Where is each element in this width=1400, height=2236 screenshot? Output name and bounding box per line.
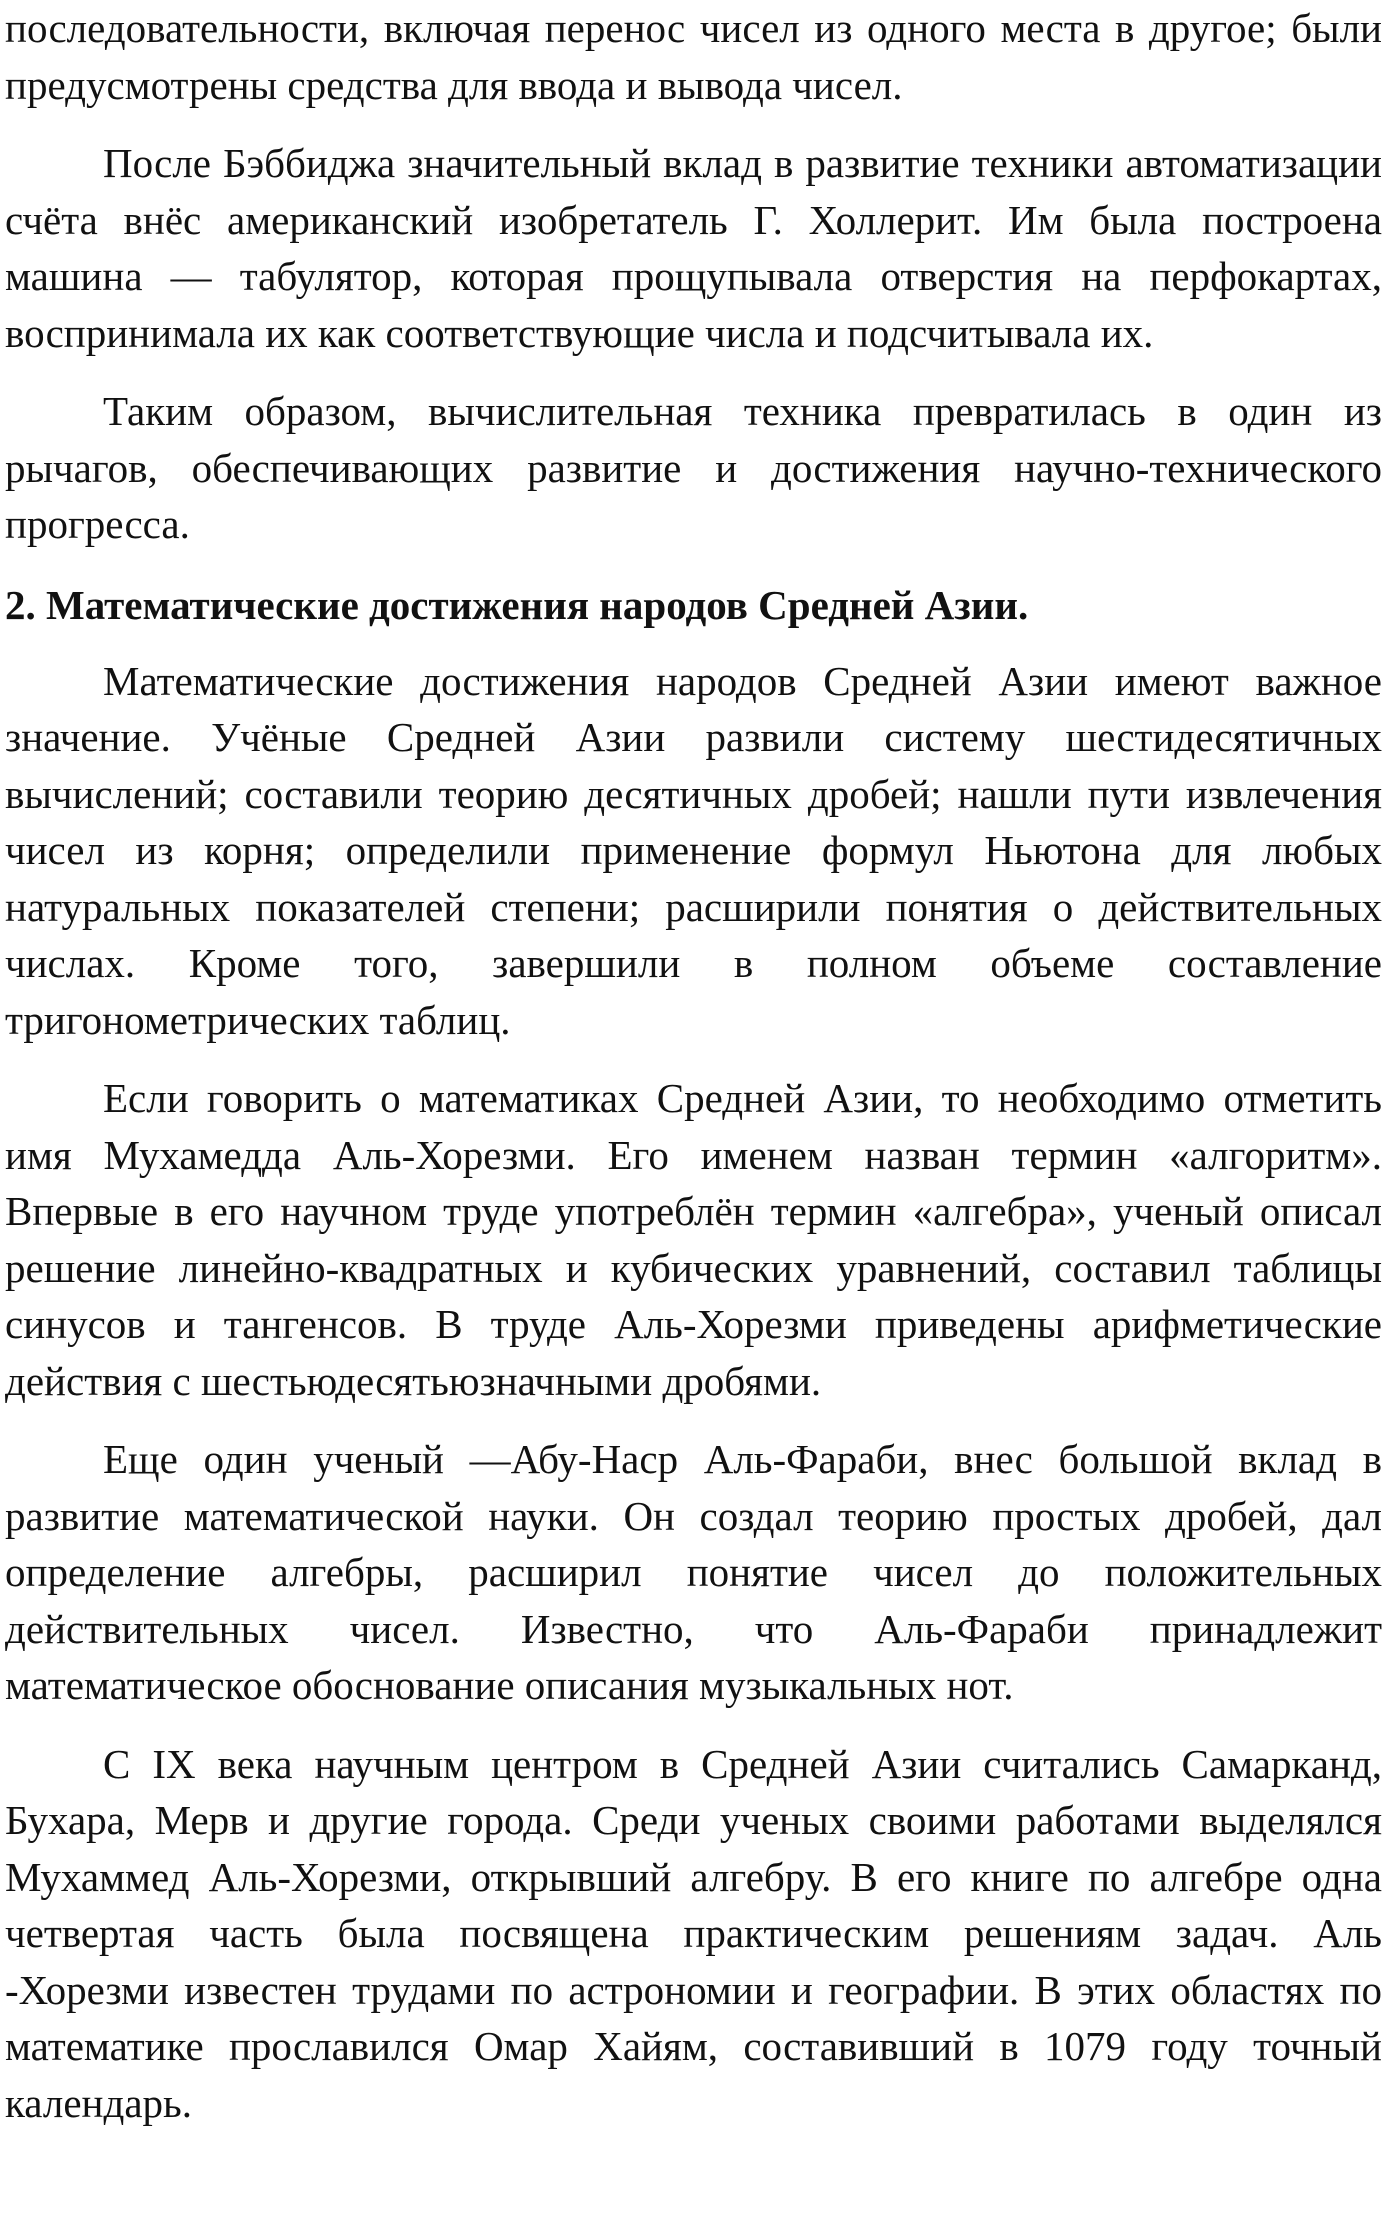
paragraph-continuation: последовательности, включая перенос чисел из одного места в другое; были предусмотрены средства для ввода и вывода чисел.: [5, 5, 1382, 108]
paragraph-al-khwarizmi: Если говорить о математиках Средней Азии, то необходимо отметить имя Мухамедда Аль-Хорезми. Его именем назван термин «алгоритм». Впервые в его научном труде употреблён термин «алгебра», ученый описал решение линейно-квадратных и кубических уравнений, составил таблицы синусов и тангенсов. В труде Аль-Хорезми приведены арифметические действия с шестьюдесятьюзначными дробями.: [5, 1075, 1382, 1404]
paragraph-progress: Таким образом, вычислительная техника превратилась в один из рычагов, обеспечивающих развитие и достижения научно-технического прогресса.: [5, 388, 1382, 547]
paragraph-al-farabi: Еще один ученый —Абу-Наср Аль-Фараби, внес большой вклад в развитие математической науки. Он создал теорию простых дробей, дал определение алгебры, расширил понятие чисел до положительных действительных чисел. Известно, что Аль-Фараби принадлежит математическое обоснование описания музыкальных нот.: [5, 1436, 1382, 1708]
paragraph-scientific-centers: С IX века научным центром в Средней Азии считались Самарканд, Бухара, Мерв и другие города. Среди ученых своими работами выделялся Мухаммед Аль-Хорезми, открывший алгебру. В его книге по алгебре одна четвертая часть была посвящена практическим решениям задач. Аль -Хорезми известен трудами по астрономии и географии. В этих областях по математике прославился Омар Хайям, составивший в 1079 году точный календарь.: [5, 1740, 1382, 2126]
section-heading: 2. Математические достижения народов Средней Азии.: [5, 581, 1029, 628]
paragraph-central-asia-achievements: Математические достижения народов Средней Азии имеют важное значение. Учёные Средней Азии развили систему шестидесятичных вычислений; составили теорию десятичных дробей; нашли пути извлечения чисел из корня; определили применение формул Ньютона для любых натуральных показателей степени; расширили понятия о действительных числах. Кроме того, завершили в полном объеме составление тригонометрических таблиц.: [5, 657, 1382, 1043]
paragraph-hollerith: После Бэббиджа значительный вклад в развитие техники автоматизации счёта внёс американский изобретатель Г. Холлерит. Им была построена машина — табулятор, которая прощупывала отверстия на перфокартах, воспринимала их как соответствующие числа и подсчитывала их.: [5, 140, 1382, 356]
